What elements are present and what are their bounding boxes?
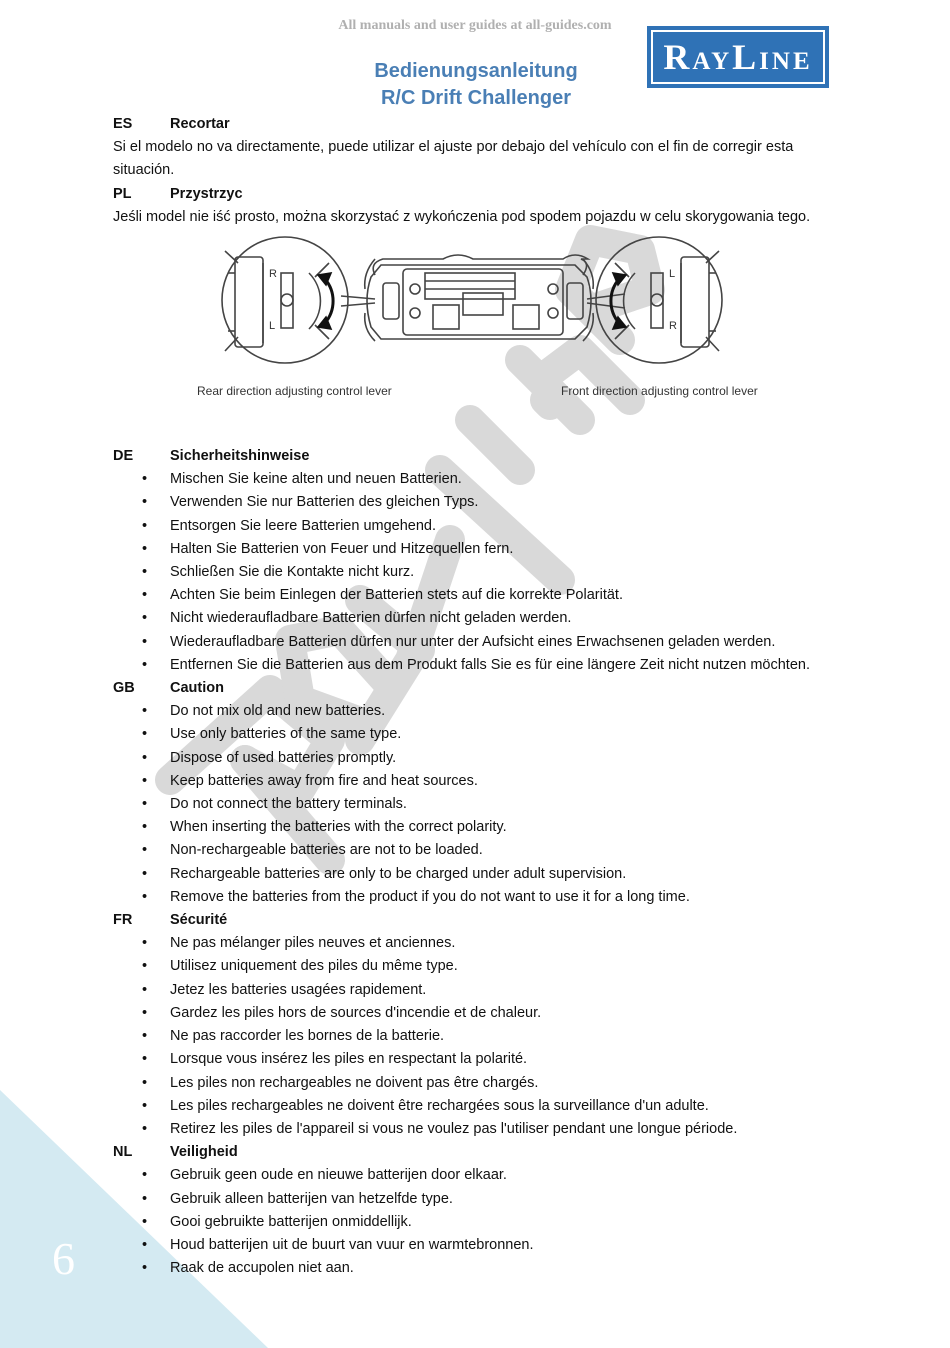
section-heading: Caution [170, 680, 224, 697]
list-item: • Dispose of used batteries promptly. [113, 747, 833, 770]
list-item: • Lorsque vous insérez les piles en respectant la polarité. [113, 1048, 833, 1071]
page-number: 6 [52, 1233, 75, 1284]
rear-lever-caption: Rear direction adjusting control lever [197, 384, 392, 399]
section-heading: Recortar [170, 116, 230, 132]
title-line-1: Bedienungsanleitung [374, 60, 578, 82]
lang-code: GB [113, 680, 135, 697]
list-item: • Verwenden Sie nur Batterien des gleichen Typs. [113, 491, 833, 514]
section-header-de [113, 445, 833, 468]
list-item: • Les piles rechargeables ne doivent être rechargées sous la surveillance d'un adulte. [113, 1095, 833, 1118]
lang-code: ES [113, 116, 133, 132]
lever-label-r-right: R [669, 320, 677, 333]
rayline-logo [647, 26, 829, 88]
section-header-gb [113, 677, 833, 700]
car-underside-illustration [113, 233, 833, 403]
list-item: • Utilisez uniquement des piles du même type. [113, 955, 833, 978]
lever-label-l-left: L [269, 320, 276, 333]
section-heading: Sécurité [170, 912, 228, 929]
list-item: • Entfernen Sie die Batterien aus dem Produkt falls Sie es für eine längere Zeit nicht nutzen möchten. [113, 654, 833, 677]
list-item: • Remove the batteries from the product if you do not want to use it for a long time. [113, 886, 833, 909]
safety-list-fr [113, 932, 833, 1141]
list-item: • Houd batterijen uit de buurt van vuur en warmtebronnen. [113, 1234, 833, 1257]
list-item: • Nicht wiederaufladbare Batterien dürfen nicht geladen werden. [113, 607, 833, 630]
list-item: • Do not connect the battery terminals. [113, 793, 833, 816]
lang-code: PL [113, 185, 132, 202]
list-item: • Gebruik geen oude en nieuwe batterijen door elkaar. [113, 1164, 833, 1187]
list-item: • Ne pas mélanger piles neuves et anciennes. [113, 932, 833, 955]
list-item: • Wiederaufladbare Batterien dürfen nur unter der Aufsicht eines Erwachsenen geladen werden. [113, 631, 833, 654]
lever-label-r-left: R [269, 268, 277, 281]
list-item: • When inserting the batteries with the correct polarity. [113, 816, 833, 839]
list-item: • Achten Sie beim Einlegen der Batterien stets auf die korrekte Polarität. [113, 584, 833, 607]
list-item: • Retirez les piles de l'appareil si vous ne voulez pas l'utiliser pendant une longue période. [113, 1118, 833, 1141]
site-note: All manuals and user guides at all-guides.com [338, 18, 612, 33]
section-heading: Przystrzyc [170, 185, 243, 202]
list-item: • Use only batteries of the same type. [113, 723, 833, 746]
list-item: • Keep batteries away from fire and heat sources. [113, 770, 833, 793]
trim-diagram [113, 233, 833, 445]
front-lever-caption: Front direction adjusting control lever [561, 384, 758, 399]
list-item: • Ne pas raccorder les bornes de la batterie. [113, 1025, 833, 1048]
list-item: • Rechargeable batteries are only to be charged under adult supervision. [113, 863, 833, 886]
list-item: • Gooi gebruikte batterijen onmiddellijk. [113, 1211, 833, 1234]
safety-list-de [113, 468, 833, 677]
main-content [113, 113, 833, 1280]
safety-list-nl [113, 1164, 833, 1280]
safety-list-gb [113, 700, 833, 909]
list-item: • Do not mix old and new batteries. [113, 700, 833, 723]
list-item: • Gardez les piles hors de sources d'incendie et de chaleur. [113, 1002, 833, 1025]
paragraph-es: Si el modelo no va directamente, puede utilizar el ajuste por debajo del vehículo con el fin de corregir esta situación. [113, 139, 794, 179]
section-header-pl [113, 183, 833, 206]
list-item: • Entsorgen Sie leere Batterien umgehend. [113, 515, 833, 538]
list-item: • Jetez les batteries usagées rapidement. [113, 979, 833, 1002]
section-header-fr [113, 909, 833, 932]
paragraph-pl: Jeśli model nie iść prosto, można skorzystać z wykończenia pod spodem pojazdu w celu skorygowania tego. [113, 208, 811, 225]
lang-code: NL [113, 1144, 133, 1161]
list-item: • Non-rechargeable batteries are not to be loaded. [113, 839, 833, 862]
lang-code: FR [113, 912, 133, 929]
logo-text: RayLine [663, 37, 813, 77]
list-item: • Halten Sie Batterien von Feuer und Hitzequellen fern. [113, 538, 833, 561]
section-heading: Sicherheitshinweise [170, 448, 310, 465]
section-heading: Veiligheid [170, 1144, 238, 1161]
list-item: • Gebruik alleen batterijen van hetzelfde type. [113, 1188, 833, 1211]
list-item: • Raak de accupolen niet aan. [113, 1257, 833, 1280]
lever-label-l-right: L [669, 268, 676, 281]
list-item: • Schließen Sie die Kontakte nicht kurz. [113, 561, 833, 584]
list-item: • Mischen Sie keine alten und neuen Batterien. [113, 468, 833, 491]
lang-code: DE [113, 448, 134, 465]
title-line-2: R/C Drift Challenger [380, 87, 572, 109]
section-header-nl [113, 1141, 833, 1164]
list-item: • Les piles non rechargeables ne doivent pas être chargés. [113, 1072, 833, 1095]
section-header-es [113, 113, 833, 136]
page-title [326, 58, 626, 112]
